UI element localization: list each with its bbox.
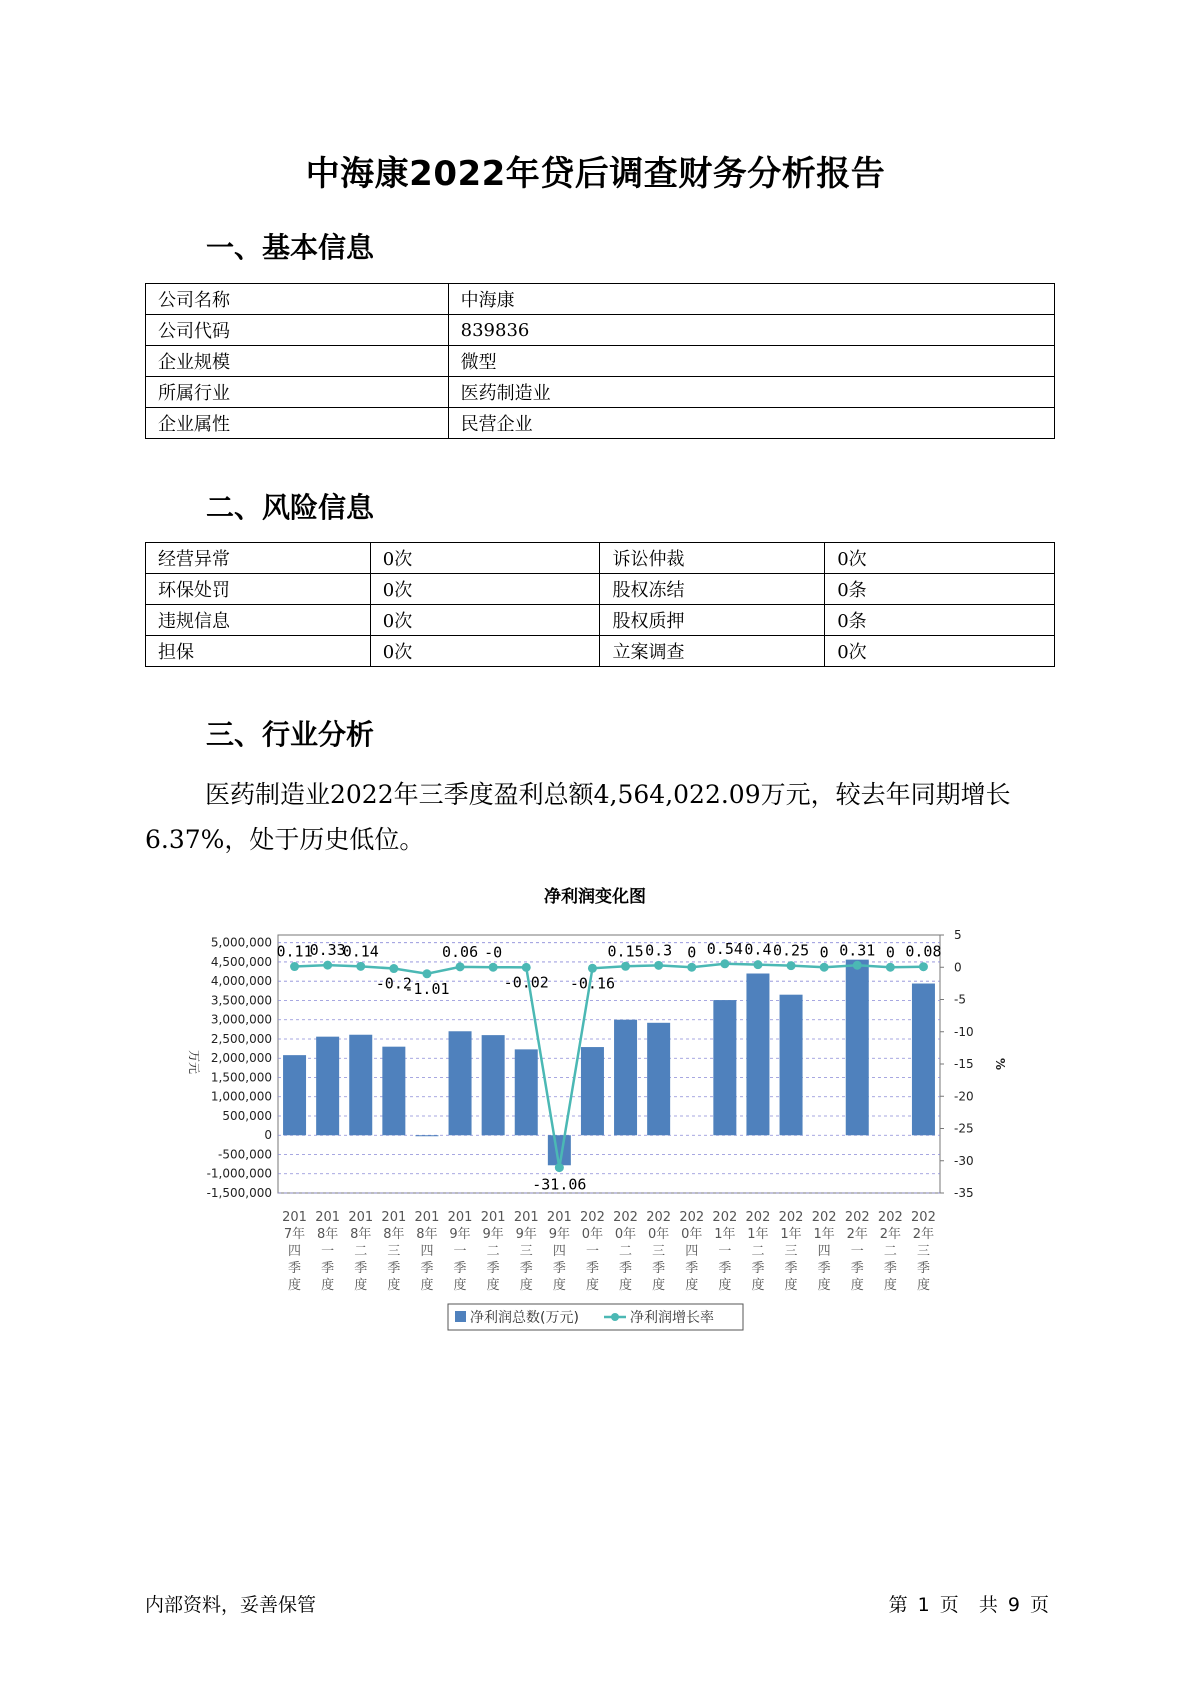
- y-left-tick-label: -1,500,000: [206, 1186, 272, 1200]
- table-row: [146, 408, 1055, 439]
- x-tick-label: 202 1年一季度: [712, 1210, 738, 1293]
- table-row: [146, 636, 1055, 667]
- x-tick-label: 201 9年三季度: [513, 1210, 539, 1293]
- x-tick-label: 202 0年二季度: [613, 1210, 638, 1293]
- bar: [415, 1135, 438, 1136]
- legend-line-marker: [611, 1313, 619, 1321]
- y-left-tick-label: 1,500,000: [210, 1070, 272, 1085]
- x-tick-label: 202 0年一季度: [580, 1210, 605, 1293]
- y-right-tick-label: -20: [954, 1089, 974, 1104]
- x-tick-label: 202 0年三季度: [646, 1210, 672, 1293]
- data-label: 0: [885, 943, 895, 962]
- bar: [780, 995, 803, 1136]
- cell-value: 民营企业: [448, 408, 1054, 439]
- table-row: [146, 574, 1055, 605]
- bar: [846, 960, 869, 1136]
- data-label: 0: [819, 943, 829, 962]
- table-row: [146, 346, 1055, 377]
- data-label: -0.16: [569, 974, 616, 993]
- growth-rate-point: [456, 962, 465, 971]
- data-label: 0.54: [706, 939, 743, 958]
- cell-label: 诉讼仲裁: [600, 543, 825, 574]
- bar: [614, 1020, 637, 1136]
- cell-value: 0次: [370, 574, 600, 605]
- data-label: 0.25: [772, 941, 810, 960]
- data-label: 0.14: [342, 942, 379, 961]
- growth-rate-point: [522, 963, 531, 972]
- x-tick-label: 202 0年四季度: [679, 1210, 705, 1293]
- cell-label: 公司名称: [146, 284, 449, 315]
- growth-rate-point: [753, 960, 762, 969]
- x-tick-label: 202 2年一季度: [844, 1210, 870, 1293]
- table-row: [146, 315, 1055, 346]
- growth-rate-point: [687, 963, 696, 972]
- table-row: [146, 284, 1055, 315]
- growth-rate-point: [919, 962, 928, 971]
- bar: [316, 1037, 339, 1136]
- data-label: 0.4: [744, 940, 772, 959]
- x-tick-label: 202 2年三季度: [911, 1210, 936, 1293]
- data-label: 0.11: [276, 942, 313, 961]
- cell-label: 企业规模: [146, 346, 449, 377]
- cell-value: 0条: [825, 605, 1055, 636]
- page-number-text: 第 1 页 共 9 页: [888, 1594, 1049, 1616]
- data-label: -1.01: [404, 979, 450, 998]
- legend-bar-label: 净利润总数(万元): [470, 1310, 579, 1326]
- footer-page-number: [889, 1590, 1049, 1617]
- growth-rate-point: [588, 964, 597, 973]
- y-left-tick-label: -1,000,000: [206, 1166, 272, 1181]
- data-label: 0: [687, 943, 697, 962]
- bar: [482, 1035, 505, 1135]
- growth-rate-point: [654, 961, 663, 970]
- data-label: 0.31: [839, 941, 876, 960]
- x-tick-label: 201 8年二季度: [348, 1210, 374, 1293]
- y-right-tick-label: 0: [954, 960, 962, 975]
- x-tick-label: 201 7年四季度: [282, 1210, 307, 1293]
- cell-value: 0次: [370, 543, 600, 574]
- bar: [515, 1049, 538, 1135]
- cell-value: 0次: [825, 543, 1055, 574]
- x-tick-label: 202 2年二季度: [877, 1210, 903, 1293]
- cell-label: 违规信息: [146, 605, 371, 636]
- y-left-tick-label: -500,000: [218, 1147, 272, 1162]
- data-label: -31.06: [532, 1175, 587, 1194]
- table-row: [146, 605, 1055, 636]
- cell-label: 立案调查: [600, 636, 825, 667]
- growth-rate-point: [720, 959, 729, 968]
- cell-label: 企业属性: [146, 408, 449, 439]
- cell-value: 0次: [825, 636, 1055, 667]
- y-left-tick-label: 2,000,000: [210, 1051, 272, 1066]
- y-left-tick-label: 500,000: [222, 1108, 272, 1123]
- x-tick-label: 201 8年四季度: [414, 1210, 440, 1293]
- risk-info-table: [145, 542, 1055, 667]
- growth-rate-point: [621, 962, 630, 971]
- y-right-tick-label: -15: [954, 1057, 974, 1071]
- data-label: -0.2: [375, 974, 412, 993]
- y-left-tick-label: 4,500,000: [210, 954, 272, 969]
- cell-value: 0次: [370, 605, 600, 636]
- basic-info-table: [145, 283, 1055, 439]
- x-tick-label: 201 9年一季度: [447, 1210, 473, 1293]
- data-label: 0.3: [645, 941, 673, 960]
- cell-value: 0次: [370, 636, 600, 667]
- bar: [449, 1031, 472, 1135]
- y-right-tick-label: 5: [954, 928, 962, 942]
- cell-value: 医药制造业: [448, 377, 1054, 408]
- table-row: [146, 543, 1055, 574]
- growth-rate-point: [422, 969, 431, 978]
- x-tick-label: 202 1年二季度: [745, 1210, 771, 1293]
- data-label: 0.08: [905, 942, 942, 961]
- growth-rate-point: [820, 963, 829, 972]
- legend-line-label: 净利润增长率: [630, 1310, 714, 1326]
- x-tick-label: 202 1年四季度: [811, 1210, 837, 1293]
- cell-value: 0条: [825, 574, 1055, 605]
- y-right-tick-label: -5: [954, 992, 966, 1007]
- x-tick-label: 201 9年二季度: [480, 1210, 506, 1293]
- net-profit-chart: [170, 880, 1020, 1340]
- growth-rate-point: [555, 1163, 564, 1172]
- cell-label: 公司代码: [146, 315, 449, 346]
- data-label: -0.02: [503, 973, 549, 992]
- x-tick-label: 201 9年四季度: [546, 1210, 572, 1293]
- data-label: 0.15: [607, 942, 644, 961]
- legend-bar-swatch: [455, 1311, 466, 1322]
- y-right-axis-label: %: [993, 1057, 1007, 1071]
- growth-rate-point: [290, 962, 299, 971]
- bar: [647, 1023, 670, 1135]
- cell-label: 经营异常: [146, 543, 371, 574]
- chart-title: 净利润变化图: [544, 887, 646, 907]
- y-left-tick-label: 3,500,000: [210, 993, 272, 1008]
- growth-rate-point: [323, 961, 332, 970]
- cell-value: 839836: [448, 315, 1054, 346]
- growth-rate-point: [489, 963, 498, 972]
- y-left-axis-label: 万元: [187, 1049, 201, 1075]
- bar: [349, 1035, 372, 1136]
- growth-rate-point: [886, 963, 895, 972]
- bar: [283, 1055, 306, 1135]
- growth-rate-point: [389, 964, 398, 973]
- footer-confidential: 内部资料，妥善保管: [145, 1594, 317, 1616]
- data-label: 0.06: [441, 942, 479, 961]
- cell-label: 所属行业: [146, 377, 449, 408]
- table-row: [146, 377, 1055, 408]
- section-industry-heading: 三、行业分析: [206, 718, 375, 751]
- y-left-tick-label: 0: [264, 1128, 272, 1143]
- cell-label: 股权冻结: [600, 574, 825, 605]
- y-right-tick-label: -30: [954, 1153, 974, 1168]
- report-title: 中海康2022年贷后调查财务分析报告: [305, 154, 886, 194]
- bar: [382, 1047, 405, 1136]
- cell-value: 中海康: [448, 284, 1054, 315]
- y-right-tick-label: -25: [954, 1121, 974, 1136]
- bar: [746, 974, 769, 1136]
- growth-rate-point: [853, 961, 862, 970]
- cell-label: 担保: [146, 636, 371, 667]
- bar: [581, 1047, 604, 1135]
- cell-value: 微型: [448, 346, 1054, 377]
- growth-rate-point: [787, 961, 796, 970]
- cell-label: 股权质押: [600, 605, 825, 636]
- industry-paragraph: 医药制造业2022年三季度盈利总额4,564,022.09万元，较去年同期增长6.37%，处于历史低位。: [145, 780, 1011, 854]
- bar: [713, 1000, 736, 1135]
- x-tick-label: 202 1年三季度: [778, 1210, 804, 1293]
- section-risk-heading: 二、风险信息: [206, 491, 375, 524]
- y-right-tick-label: -10: [954, 1024, 974, 1039]
- y-left-tick-label: 4,000,000: [210, 974, 272, 989]
- cell-label: 环保处罚: [146, 574, 371, 605]
- bar: [912, 984, 935, 1136]
- y-left-tick-label: 3,000,000: [210, 1012, 272, 1027]
- section-basic-heading: 一、基本信息: [206, 231, 375, 264]
- x-tick-label: 201 8年三季度: [381, 1210, 407, 1293]
- y-left-tick-label: 2,500,000: [210, 1031, 272, 1046]
- y-left-tick-label: 1,000,000: [210, 1089, 272, 1104]
- y-left-tick-label: 5,000,000: [210, 935, 272, 950]
- data-label: -0: [484, 943, 503, 962]
- growth-rate-point: [356, 962, 365, 971]
- x-tick-label: 201 8年一季度: [315, 1210, 341, 1293]
- y-right-tick-label: -35: [954, 1186, 974, 1200]
- data-label: 0.33: [309, 941, 346, 960]
